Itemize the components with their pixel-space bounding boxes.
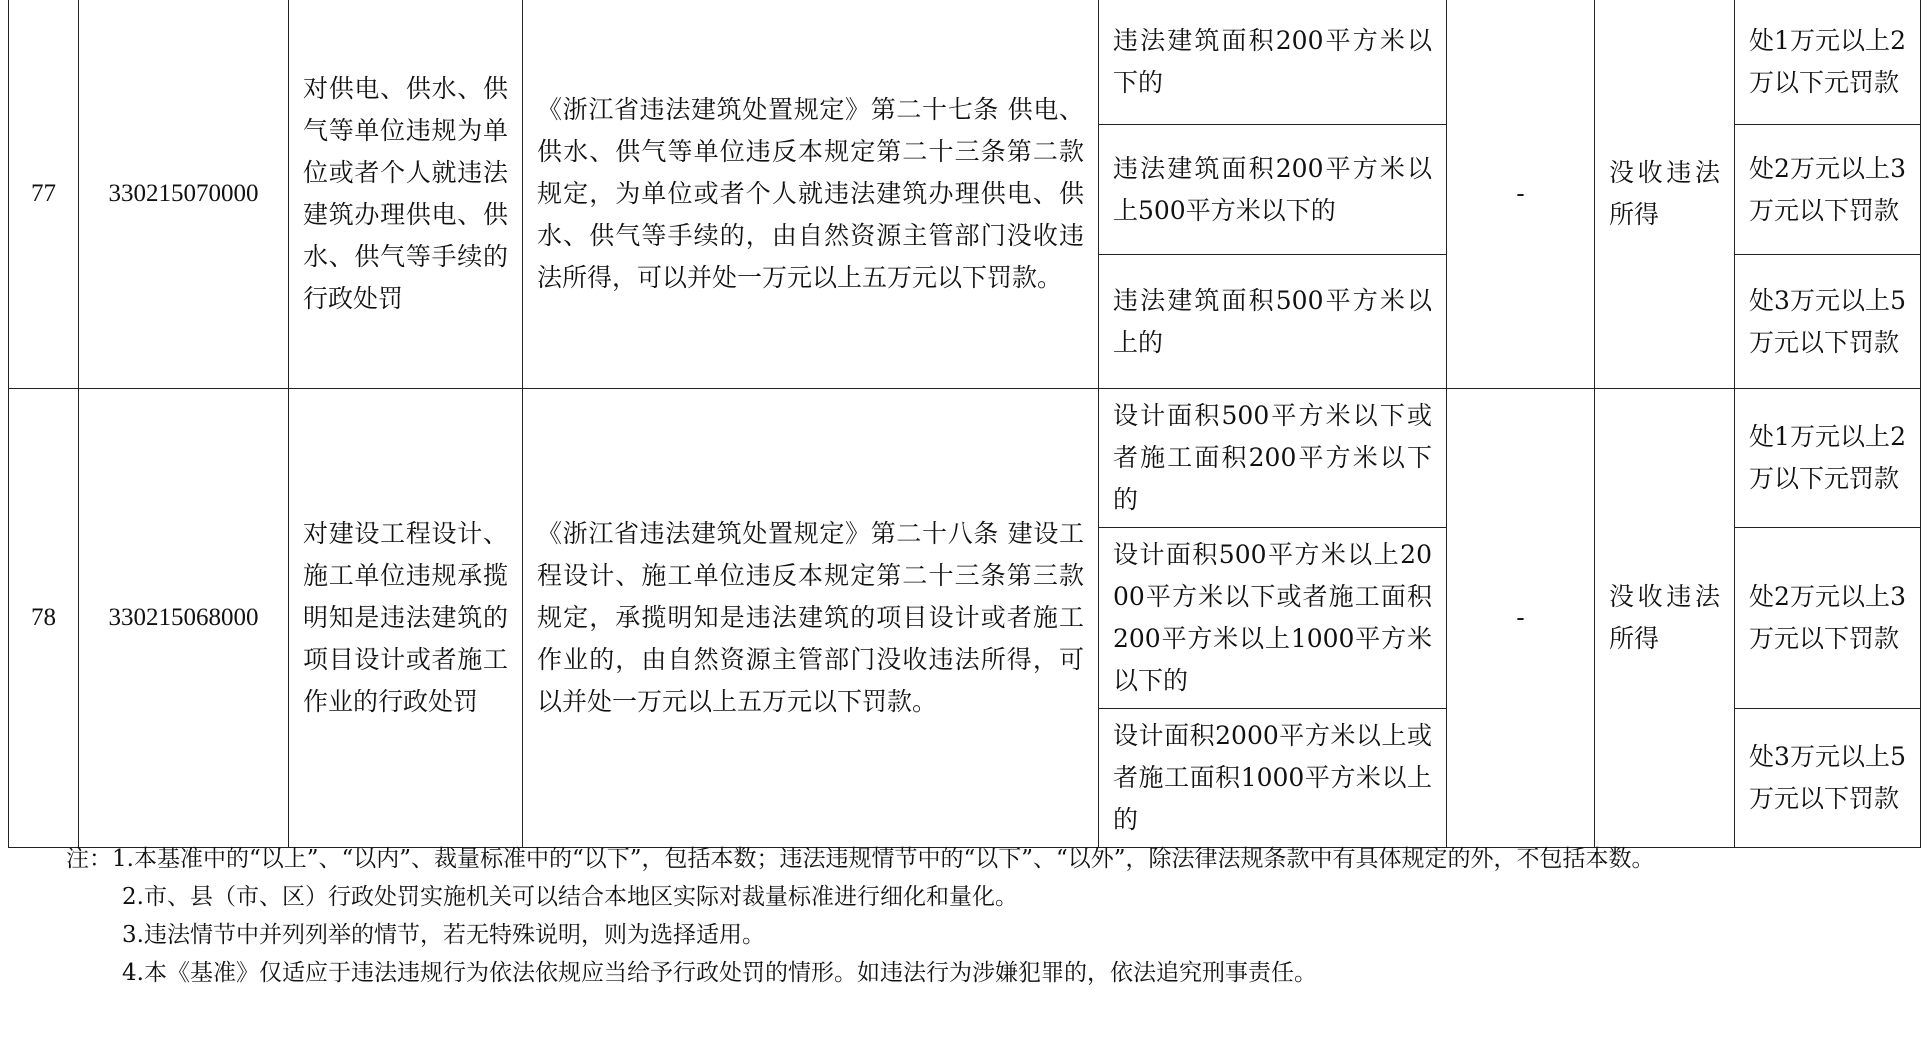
- penalty: 处1万元以上2万以下元罚款: [1735, 0, 1921, 125]
- legal-basis: 《浙江省违法建筑处置规定》第二十八条 建设工程设计、施工单位违反本规定第二十三条第三款规定，承揽明知是违法建筑的项目设计或者施工作业的，由自然资源主管部门没收违法所得，可以并处一万元以上五万元以下罚款。: [523, 389, 1099, 848]
- note-3: 3.违法情节中并列列举的情节，若无特殊说明，则为选择适用。: [122, 922, 765, 948]
- item-code: 330215070000: [79, 0, 289, 389]
- circumstance: 违法建筑面积200平方米以下的: [1099, 0, 1447, 125]
- row-number: 77: [9, 0, 79, 389]
- note-4: 4.本《基准》仅适应于违法违规行为依法依规应当给予行政处罚的情形。如违法行为涉嫌犯罪的，依法追究刑事责任。: [122, 960, 1317, 986]
- circumstance: 设计面积500平方米以下或者施工面积200平方米以下的: [1099, 389, 1447, 528]
- dash-cell: -: [1447, 389, 1595, 848]
- legal-basis: 《浙江省违法建筑处置规定》第二十七条 供电、供水、供气等单位违反本规定第二十三条第二款规定，为单位或者个人就违法建筑办理供电、供水、供气等手续的，由自然资源主管部门没收违法所得，可以并处一万元以上五万元以下罚款。: [523, 0, 1099, 389]
- dash-cell: -: [1447, 0, 1595, 389]
- circumstance: 违法建筑面积500平方米以上的: [1099, 255, 1447, 389]
- circumstance: 设计面积2000平方米以上或者施工面积1000平方米以上的: [1099, 709, 1447, 848]
- circumstance: 违法建筑面积200平方米以上500平方米以下的: [1099, 125, 1447, 255]
- item-name: 对供电、供水、供气等单位违规为单位或者个人就违法建筑办理供电、供水、供气等手续的行政处罚: [289, 0, 523, 389]
- notes-section: [66, 840, 1866, 992]
- item-code: 330215068000: [79, 389, 289, 848]
- row-number: 78: [9, 389, 79, 848]
- table-row: [9, 0, 1921, 125]
- circumstance: 设计面积500平方米以上2000平方米以下或者施工面积200平方米以上1000平方米以下的: [1099, 528, 1447, 709]
- penalty: 处3万元以上5万元以下罚款: [1735, 709, 1921, 848]
- penalty: 处2万元以上3万元以下罚款: [1735, 528, 1921, 709]
- table-row: [9, 389, 1921, 528]
- penalty: 处2万元以上3万元以下罚款: [1735, 125, 1921, 255]
- confiscation: 没收违法所得: [1595, 389, 1735, 848]
- penalty: 处1万元以上2万以下元罚款: [1735, 389, 1921, 528]
- note-2: 2.市、县（市、区）行政处罚实施机关可以结合本地区实际对裁量标准进行细化和量化。: [122, 884, 1018, 910]
- penalty-standard-table: [8, 0, 1921, 848]
- penalty: 处3万元以上5万元以下罚款: [1735, 255, 1921, 389]
- item-name: 对建设工程设计、施工单位违规承揽明知是违法建筑的项目设计或者施工作业的行政处罚: [289, 389, 523, 848]
- note-1: 注：1.本基准中的“以上”、“以内”、裁量标准中的“以下”，包括本数；违法违规情节中的“以下”、“以外”，除法律法规条款中有具体规定的外，不包括本数。: [66, 846, 1655, 872]
- confiscation: 没收违法所得: [1595, 0, 1735, 389]
